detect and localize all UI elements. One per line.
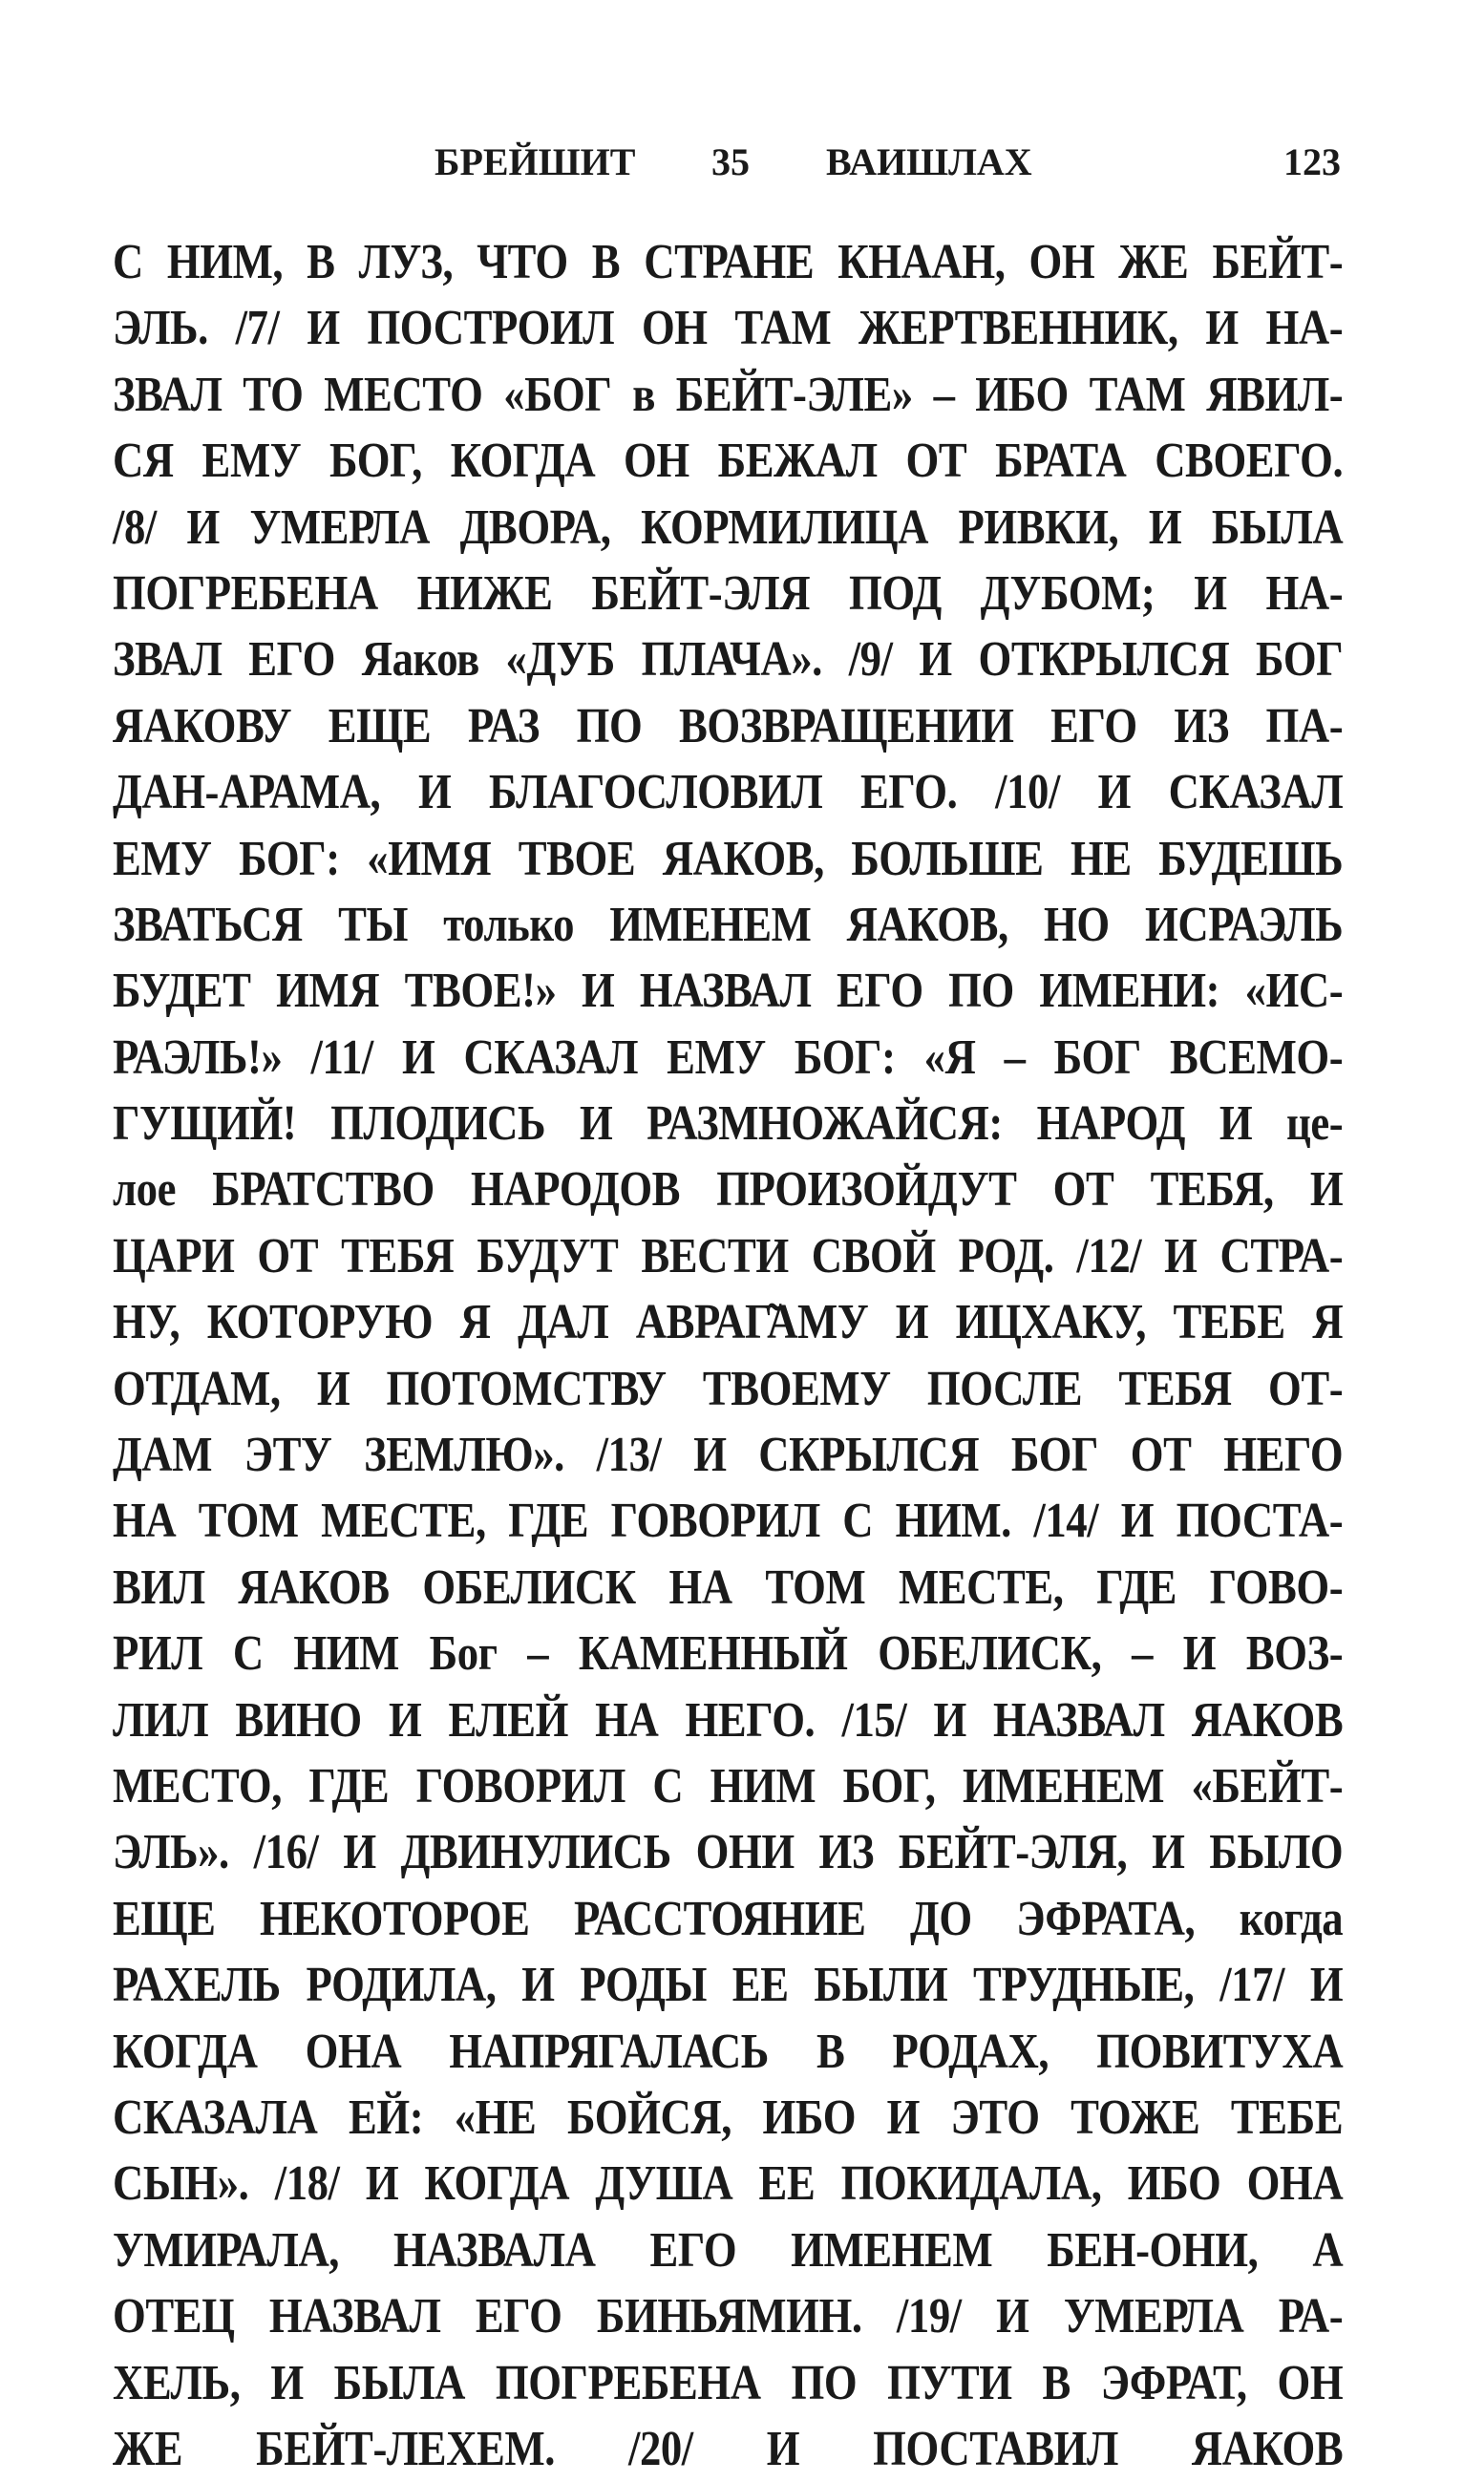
body-text bbox=[113, 229, 1343, 2482]
text-line: РАЭЛЬ!» /11/ И СКАЗАЛ ЕМУ БОГ: «Я – БОГ ВСЕМО- bbox=[113, 1029, 1344, 1085]
text-line: ЗВАЛ ТО МЕСТО «БОГ в БЕЙТ-ЭЛЕ» – ИБО ТАМ ЯВИЛ- bbox=[113, 367, 1344, 422]
text-line: НА ТОМ МЕСТЕ, ГДЕ ГОВОРИЛ С НИМ. /14/ И ПОСТА- bbox=[113, 1494, 1344, 1549]
text-line: ГУЩИЙ! ПЛОДИСЬ И РАЗМНОЖАЙСЯ: НАРОД И це- bbox=[113, 1096, 1344, 1152]
page-number: 123 bbox=[1283, 140, 1341, 183]
text-line: ЦАРИ ОТ ТЕБЯ БУДУТ ВЕСТИ СВОЙ РОД. /12/ И СТРА- bbox=[113, 1228, 1344, 1283]
text-line: СКАЗАЛА ЕЙ: «НЕ БОЙСЯ, ИБО И ЭТО ТОЖЕ ТЕБЕ bbox=[113, 2090, 1344, 2145]
text-line: ЭЛЬ». /16/ И ДВИНУЛИСЬ ОНИ ИЗ БЕЙТ-ЭЛЯ, И БЫЛО bbox=[113, 1825, 1344, 1880]
text-line: ОТЕЦ НАЗВАЛ ЕГО БИНЬЯМИН. /19/ И УМЕРЛА РА- bbox=[113, 2289, 1344, 2344]
text-line: РАХЕЛЬ РОДИЛА, И РОДЫ ЕЕ БЫЛИ ТРУДНЫЕ, /17/ И bbox=[113, 1958, 1344, 2013]
text-line: ЯАКОВУ ЕЩЕ РАЗ ПО ВОЗВРАЩЕНИИ ЕГО ИЗ ПА- bbox=[113, 698, 1344, 753]
text-line: ЗВАТЬСЯ ТЫ только ИМЕНЕМ ЯАКОВ, НО ИСРАЭЛЬ bbox=[113, 897, 1344, 952]
text-line: ЭЛЬ. /7/ И ПОСТРОИЛ ОН ТАМ ЖЕРТВЕННИК, И НА- bbox=[113, 301, 1344, 356]
text-line: ДАМ ЭТУ ЗЕМЛЮ». /13/ И СКРЫЛСЯ БОГ ОТ НЕГО bbox=[113, 1428, 1344, 1483]
text-line: ПОГРЕБЕНА НИЖЕ БЕЙТ-ЭЛЯ ПОД ДУБОМ; И НА- bbox=[113, 565, 1344, 621]
text-line: ЗВАЛ ЕГО Яаков «ДУБ ПЛАЧА». /9/ И ОТКРЫЛСЯ БОГ bbox=[113, 632, 1344, 688]
text-line: ЛИЛ ВИНО И ЕЛЕЙ НА НЕГО. /15/ И НАЗВАЛ ЯАКОВ bbox=[113, 1692, 1344, 1748]
text-line: лое БРАТСТВО НАРОДОВ ПРОИЗОЙДУТ ОТ ТЕБЯ, И bbox=[113, 1162, 1344, 1218]
running-head bbox=[0, 134, 1484, 191]
text-line: /8/ И УМЕРЛА ДВОРА, КОРМИЛИЦА РИВКИ, И БЫЛА bbox=[113, 499, 1344, 555]
text-line: НУ, КОТОРУЮ Я ДАЛ АВРАГ̃АМУ И ИЦХАКУ, ТЕБЕ Я bbox=[113, 1295, 1344, 1350]
text-line: ХЕЛЬ, И БЫЛА ПОГРЕБЕНА ПО ПУТИ В ЭФРАТ, ОН bbox=[113, 2355, 1344, 2410]
text-line: МЕСТО, ГДЕ ГОВОРИЛ С НИМ БОГ, ИМЕНЕМ «БЕЙТ- bbox=[113, 1758, 1344, 1814]
parasha-title: ВАИШЛАХ bbox=[826, 140, 1032, 183]
text-line: ДАН-АРАМА, И БЛАГОСЛОВИЛ ЕГО. /10/ И СКАЗАЛ bbox=[113, 765, 1344, 820]
text-line: СЯ ЕМУ БОГ, КОГДА ОН БЕЖАЛ ОТ БРАТА СВОЕГО. bbox=[113, 434, 1344, 489]
text-line: УМИРАЛА, НАЗВАЛА ЕГО ИМЕНЕМ БЕН-ОНИ, А bbox=[113, 2222, 1344, 2278]
text-line: С НИМ, В ЛУЗ, ЧТО В СТРАНЕ КНААН, ОН ЖЕ БЕЙТ- bbox=[113, 235, 1344, 289]
text-line: СЫН». /18/ И КОГДА ДУША ЕЕ ПОКИДАЛА, ИБО ОНА bbox=[113, 2156, 1344, 2212]
text-line: ОТДАМ, И ПОТОМСТВУ ТВОЕМУ ПОСЛЕ ТЕБЯ ОТ- bbox=[113, 1361, 1344, 1416]
text-line: КОГДА ОНА НАПРЯГАЛАСЬ В РОДАХ, ПОВИТУХА bbox=[113, 2024, 1344, 2079]
text-line: ЕЩЕ НЕКОТОРОЕ РАССТОЯНИЕ ДО ЭФРАТА, когда bbox=[113, 1891, 1344, 1946]
text-line: БУДЕТ ИМЯ ТВОЕ!» И НАЗВАЛ ЕГО ПО ИМЕНИ: «ИС- bbox=[113, 964, 1344, 1019]
book-title: БРЕЙШИТ bbox=[435, 140, 636, 183]
chapter-number: 35 bbox=[711, 140, 750, 183]
text-line: ЕМУ БОГ: «ИМЯ ТВОЕ ЯАКОВ, БОЛЬШЕ НЕ БУДЕШЬ bbox=[113, 831, 1344, 886]
text-line: ВИЛ ЯАКОВ ОБЕЛИСК НА ТОМ МЕСТЕ, ГДЕ ГОВО- bbox=[113, 1559, 1344, 1615]
text-line: ЖЕ БЕЙТ-ЛЕХЕМ. /20/ И ПОСТАВИЛ ЯАКОВ bbox=[113, 2421, 1344, 2476]
text-line: РИЛ С НИМ Бог – КАМЕННЫЙ ОБЕЛИСК, – И ВОЗ- bbox=[113, 1626, 1344, 1682]
